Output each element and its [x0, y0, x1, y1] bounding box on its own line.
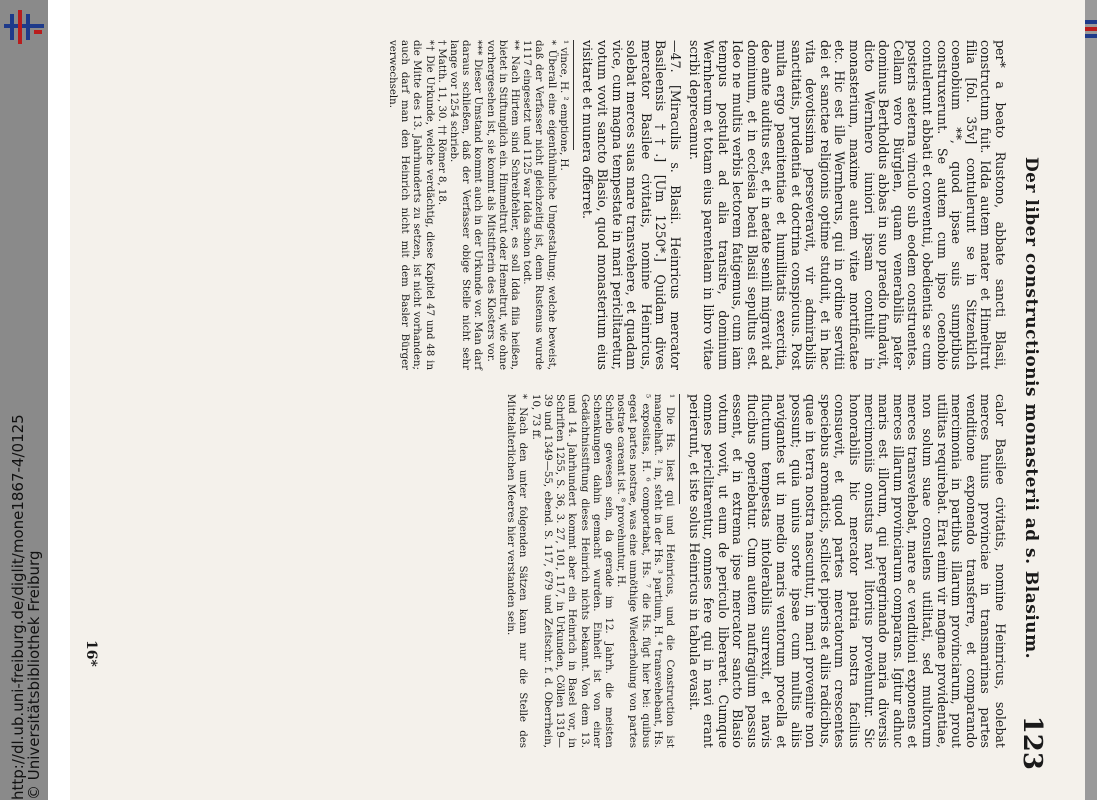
footnote: * Nach den unter folgenden Sätzen kann nur die Stelle des Mittelalterlichen Meeres hier verstanden sein.: [505, 394, 529, 748]
footnote: † Matth. 11, 30. †† Römer 8, 18.: [435, 40, 447, 206]
running-header: [1013, 40, 1047, 776]
viewer-menu-icon[interactable]: [1085, 18, 1097, 40]
printer-signature-mark: 16*: [83, 640, 99, 667]
scanned-page: [70, 0, 1085, 800]
footnote: *** Dieser Umstand kommt auch in der Urkunde vor. Man darf daraus schließen, daß der Verfasser obige Stelle nicht sehr lange vor 1254 schrieb.: [447, 40, 484, 370]
viewer-left-sidebar: [0, 0, 48, 800]
page-content-rotated: [70, 0, 1085, 800]
left-text-column: [386, 40, 1008, 370]
side-label: [10, 0, 42, 800]
footnote-divider: [679, 394, 680, 504]
viewer-right-scrollbar[interactable]: [1085, 0, 1097, 800]
permalink-url[interactable]: http://dl.ub.uni-freiburg.de/diglit/mone1867-4/0125: [9, 414, 27, 800]
section-heading-47: —47. [Miraculis s. Blasii. Heinricus mercator Basileensis ††.] [Um 1250*.] Quidam dives mercator Basilee civitatis, nomine Heinricus, solebat merces suas mare transvehere, et quadam vice, cum magna tempestate in mari periclitaretur, votum vovit sancto Blasio, quod monasterium eius visitaret et munera offerret.: [580, 40, 683, 370]
page-title: Der liber constructionis monasterii ad s. Blasium.: [1021, 156, 1041, 660]
footnote: *† Die Urkunde, welche verdächtig, diese Kapitel 47 und 48 in die Mitte des 13. Jahrhunderts zu setzen, ist nicht vorhanden; auch darf man den Heinrich nicht mit dem Basler Bürger verwechseln.: [386, 40, 435, 370]
left-body-text: per* a beato Rustono, abbate sancti Blasii, constructum fuit. Idda autem mater et Himeltrut filia [fol. 35v] contulerunt se in Sitzenkilch coenobium **, quod ipsae suis sumptibus construxerunt. Se autem cum ipso coenobio contulerunt abbati et conventui, obedientia se cum posteris aeterna vinculo sub eodem construentes. Cellam vero Bürglen, quam venerabilis pater dominus Bertholdus abbas in suo praedio fundavit, dicto Wernhero iuniori ipsam contulit in monasterium, maxime autem vitae mortificatae etc. Hic est ille Wernherus, qui in ordine servitii dei et sanctae religionis optime studuit, et in hac vita devotissima perseveravit, vir admirabilis sanctitatis, prudentia et doctrina conspicuus. Post multa ergo paenitentiae et humilitatis exercitia, deo ante auditus est, et in aetate senili migravit ad dominum, et in ecclesia beati Blasii sepultus est. Ideo ne multis verbis lectorem fatigemus, cum iam tempus postulat ad alia transire, dominum Wernherum et totam eius parentelam in libro vitae scribi deprecamur.: [686, 40, 1008, 370]
right-body-text: calor Basilee civitatis, nomine Heinricus, solebat merces huius provinciae in transmarinas partes venditione exponendo transferre, et comparando mercimonia in partibus illarum provinciarum, prout utilitas requirebat. Erat enim vir magnae providentiae, non solum suae consulens utilitati, sed multorum merces transvehebat, mare ac venditioni exponens et merces illarum provinciarum comparans. Igitur adhuc maris est illorum, qui peregrinando maria diversis mercimoniis onustus navi litorius provehuntur. Sic honorabilis hic mercator patria nostra facilius consuevit, et quod partes mercatorum crescentes speciebus aromaticis, scilicet piperis et aliis radicibus, quae in terra nostra nascuntur, in mari provenire non possunt; quia unius sorte ipsae cum multis aliis navigantes ut in medio maris ventorum procella et fluctuum tempestas intolerabilis surrexit, et navis flucibus operiebatur. Cum autem naufragium passus essent, et in extrema ipse mercator sancto Blasio votum vovit, ut eum de periculo liberaret. Cumque omnes periclitarentur, omnes fere qui in navi erant perierunt, et iste solus Heinricus in tabula evasit.: [686, 394, 1008, 748]
footnote: ¹ Die Hs. liest qui und Heinricus, und die Construction ist mangelhaft. ² in, steht in der Hs. ³ partium, H. ⁴ transvehebant, Hs. ⁵ expositas, H. ⁶ comportabat, Hs. ⁷ die Hs. fügt hier bei: quibus egeat partes nostrae, was eine unnöthige Wiederholung von partes nostrae careant ist. ⁸ provehuntur, H.: [615, 394, 675, 748]
copyright-notice: © Universitätsbibliothek Freiburg: [25, 550, 43, 800]
right-text-column: [487, 394, 1007, 748]
footnote: * Überall eine eigenthümliche Umgestaltung; welche beweist, daß der Verfasser nicht gleichzeitig ist, denn Rustenus wurde 1117 eingesetzt und 1125 war Idda schon todt.: [521, 40, 557, 370]
footnote: Schrieb gewesen sein, da gerade im 12. Jahrh. die meisten Schenkungen dahin gemacht wurden. Einheit ist von einer Gedächtnisstiftung dieses Heinrich nichts bekannt. Von dem 13. und 14. Jahrhundert kommt aber ein Heinrich in Basel vor, in Schriften 1255, S. 36, 3. 27, 101, 117, in Urkunden, Cöllen 1319—39 und 1349—55, ebend. S. 117, 679 und Zeitschr. f. d. Oberrhein, 10, 73 ff.: [529, 394, 614, 748]
footnote-divider: [573, 40, 574, 150]
footnote: ¹ vince, H. ² emptione, H.: [557, 40, 569, 171]
footnote: ** Nach Hirtem sind Schreibfehler, es soll Idda filia heißen, bietet in Stiftunglich ein. Himmeltrut oder Hemeltrut, wie ohne vorhergesehen ist, sie kommt als Mitstifterin des Klosters vor.: [484, 40, 520, 370]
page-number: 123: [1017, 715, 1047, 770]
